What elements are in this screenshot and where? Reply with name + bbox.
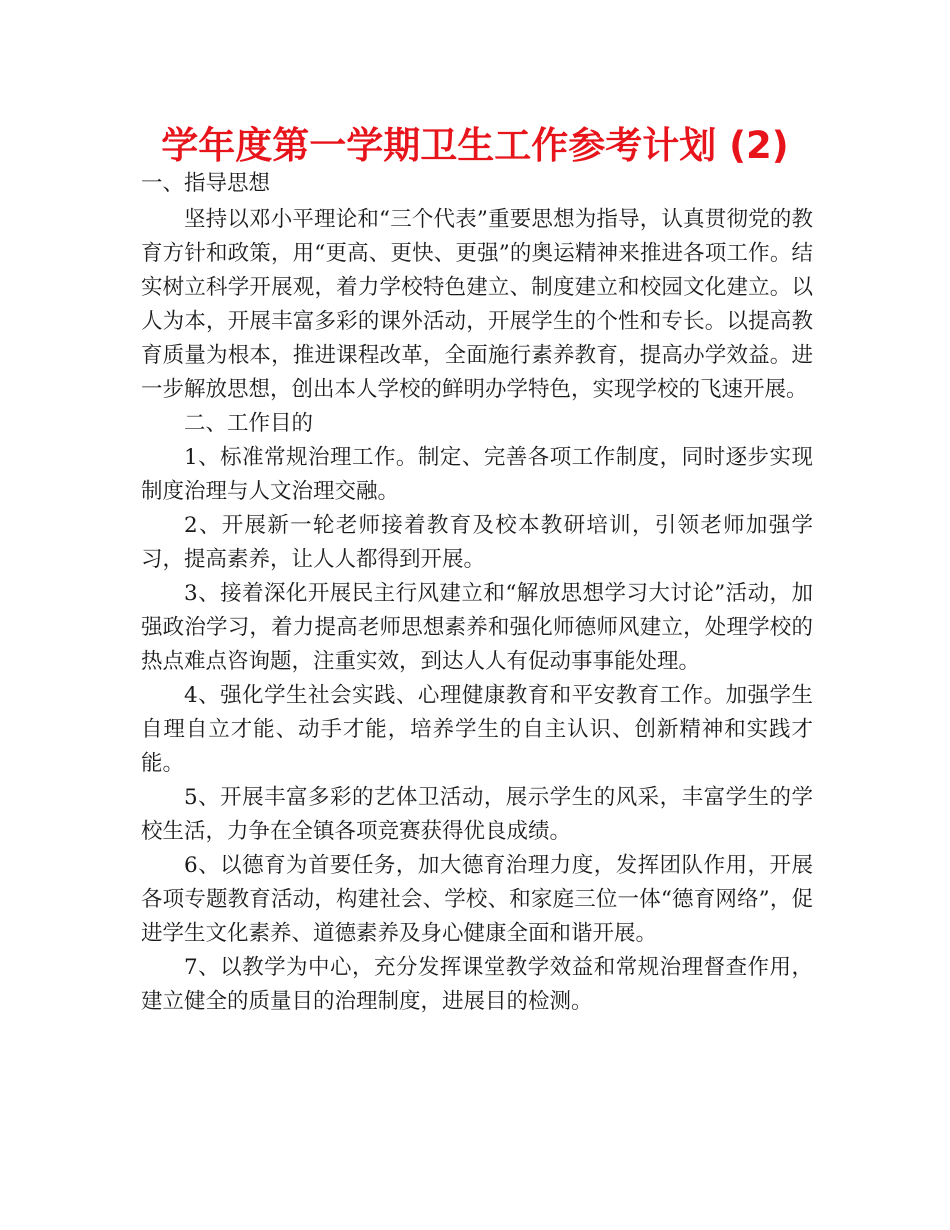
paragraph-goal-1: 1、标准常规治理工作。制定、完善各项工作制度，同时逐步实现制度治理与人文治理交融。 [141, 445, 813, 504]
paragraph-guiding-ideology: 坚持以邓小平理论和“三个代表”重要思想为指导，认真贯彻党的教育方针和政策，用“更高、更快、更强”的奥运精神来推进各项工作。结实树立科学开展观，着力学校特色建立、制度建立和校园文化建立。以人为本，开展丰富多彩的课外活动，开展学生的个性和专长。以提高教育质量为根本，推进课程改革，全面施行素养教育，提高办学效益。进一步解放思想，创出本人学校的鲜明办学特色，实现学校的飞速开展。 [141, 207, 813, 402]
paragraph-goal-7: 7、以教学为中心，充分发挥课堂教学效益和常规治理督查作用，建立健全的质量目的治理制度，进展目的检测。 [141, 955, 813, 1014]
paragraph-goal-2: 2、开展新一轮老师接着教育及校本教研培训，引领老师加强学习，提高素养，让人人都得到开展。 [141, 513, 813, 572]
paragraph-goal-6: 6、以德育为首要任务，加大德育治理力度，发挥团队作用，开展各项专题教育活动，构建社会、学校、和家庭三位一体“德育网络”，促进学生文化素养、道德素养及身心健康全面和谐开展。 [141, 853, 813, 946]
section-heading-work-goals: 二、工作目的 [184, 411, 314, 436]
paragraph-goal-3: 3、接着深化开展民主行风建立和“解放思想学习大讨论”活动，加强政治学习，着力提高老师思想素养和强化师德师风建立，处理学校的热点难点咨询题，注重实效，到达人人有促动事事能处理。 [141, 581, 813, 674]
paragraph-goal-4: 4、强化学生社会实践、心理健康教育和平安教育工作。加强学生自理自立才能、动手才能，培养学生的自主认识、创新精神和实践才能。 [141, 683, 813, 776]
paragraph-goal-5: 5、开展丰富多彩的艺体卫活动，展示学生的风采，丰富学生的学校生活，力争在全镇各项竞赛获得优良成绩。 [141, 785, 813, 844]
document-body [141, 167, 813, 1019]
document-title: 学年度第一学期卫生工作参考计划 (2) [161, 124, 789, 167]
section-heading-guiding-ideology: 一、指导思想 [141, 171, 271, 196]
